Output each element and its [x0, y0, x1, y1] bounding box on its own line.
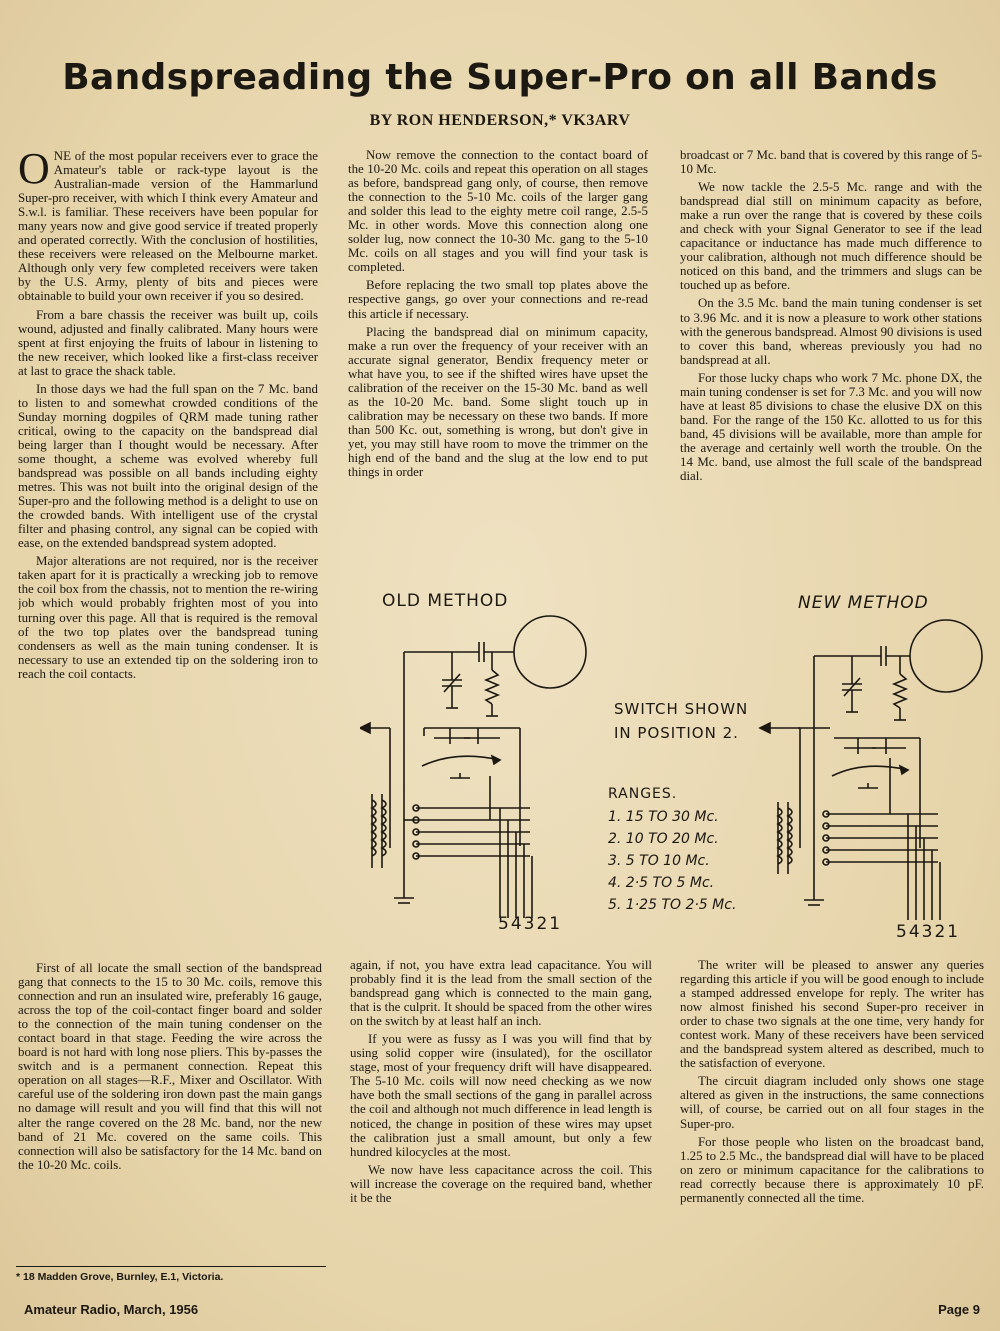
switch-numbers-old: 54321 [498, 914, 563, 934]
paragraph: If you were as fussy as I was you will find that by using solid copper wire (insulated), for the oscillator stage, most of your frequency drift will have disappeared. The 5-10 Mc. coils will now need checking as we now have both the small sections of the gang in parallel across the coil and although not much difference in lead length is noticed, the change in position of these wires may upset the calibration just a small amount, but only a few hundred kilocycles at the most. [350, 1032, 652, 1159]
paragraph: For those lucky chaps who work 7 Mc. phone DX, the main tuning condenser is set for 7.3 Mc. and you will now have at least 85 divisions to chase the elusive DX on this band. For the range of the 150 Kc. allotted to us for this band, 45 divisions will be available, more than ample for the average and certainly well worth the trouble. On the 14 Mc. band, use almost the full scale of the bandspread dial. [680, 370, 982, 484]
range-item: 5. 1·25 TO 2·5 Mc. [608, 897, 737, 913]
circuit-diagram [360, 608, 990, 948]
switch-note-line-2: IN POSITION 2. [614, 724, 739, 742]
paragraph: Before replacing the two small top plates above the respective gangs, go over your connections and re-read this article if necessary. [348, 278, 648, 321]
paragraph: In those days we had the full span on the 7 Mc. band to listen to and somewhat crowded conditions of the Sunday morning dogpiles of QRM made tuning rather critical, owing to the capacity on the bandspread dial being larger than I thought would be necessary. After some thought, a scheme was evolved whereby full bandspread was possible on all bands including eighty metres. This was not built into the original design of the Super-pro and the following method is a delight to use on the crowded bands. With intelligent use of the crystal filter and phasing control, any signal can be copied with ease, on the extended bandspread system adopted. [18, 381, 318, 551]
ranges-title: RANGES. [608, 786, 678, 802]
paragraph: We now tackle the 2.5-5 Mc. range and with the bandspread dial still on minimum capacity as before, make a run over the range that is covered by these coils and check with your Signal Generator to see if the lead capacitance or inductance has made much difference to your calibration, although not much difference should be noticed on this band, and the trimmers and slugs can be touched up as before. [680, 180, 982, 293]
article-title: Bandspreading the Super-Pro on all Bands [62, 57, 938, 98]
paragraph: From a bare chassis the receiver was built up, coils wound, adjusted and finally calibrated. Many hours were spent at first enjoying the fruits of labour in listening to the new receiver, which looked like a first-class receiver at last to grace the shack table. [18, 307, 318, 378]
paragraph: ONE of the most popular receivers ever to grace the Amateur's table or rack-type layout is the Australian-made version of the Hammarlund Super-pro receiver, with which I think every Amateur and S.w.l. is familiar. These receivers have been popular for many years now and give good service if treated properly and operated correctly. With the conclusion of hostilities, these receivers were released on the Melbourne market. Although only very few completed receivers were taken by the U.S. Army, plenty of bits and pieces were obtainable to build your own receiver if you so desired. [18, 149, 318, 304]
paragraph: On the 3.5 Mc. band the main tuning condenser is set to 3.96 Mc. and it is now a pleasure to work other stations with the generous bandspread. Almost 90 divisions is used to cover this band, whereas previously you had no bandspread at all. [680, 296, 982, 367]
page-number: Page 9 [938, 1302, 980, 1317]
text-column-3 [680, 148, 982, 588]
text-column-1-lower [18, 961, 322, 1261]
paragraph: Placing the bandspread dial on minimum capacity, make a run over the frequency of your receiver with an accurate signal generator, Bendix frequency meter or what have you, to see if the shifted wires have upset the calibration of the receiver on the 15-30 Mc. band as well as the 10-20 Mc. band. Some slight touch up in calibration may be necessary on these two bands. If more than 500 Kc. out, something is wrong, but don't give in yet, you may still have room to move the trimmer on the high end of the band and the slug at the low end to put things in order [348, 324, 648, 480]
range-item: 2. 10 TO 20 Mc. [608, 831, 719, 847]
valve-icon-new [910, 620, 982, 692]
old-method-label: OLD METHOD [382, 591, 509, 611]
switch-note-line-1: SWITCH SHOWN [614, 700, 749, 718]
paragraph: For those people who listen on the broadcast band, 1.25 to 2.5 Mc., the bandspread dial will have to be placed on zero or minimum capacitance for the calibrations to read correctly because there is approximately 10 pF. permanently connected all the time. [680, 1134, 984, 1205]
paragraph: Now remove the connection to the contact board of the 10-20 Mc. coils and repeat this operation on all stages as before, bandspread gang only, of course, then remove the connection to the 5-10 Mc. coils of the larger gang and solder this lead to the eighty metre coil range, 2.5-5 Mc. in other words. Move this connection along one solder lug, now connect the 10-30 Mc. gang to the 5-10 Mc. coils on all stages and you will find your task is completed. [348, 148, 648, 275]
paragraph: again, if not, you have extra lead capacitance. You will probably find it is the lead from the small section of the bandspread gang which is connected to the main gang, that is the culprit. It should be spaced from the other wires on the switch by at least half an inch. [350, 958, 652, 1029]
paragraph: Major alterations are not required, nor is the receiver taken apart for it is practically a wrecking job to remove the coil box from the chassis, not to mention the re-wiring job which would probably frighten most of you into turning over this page. All that is required is the removal of the two top plates over the bandspread tuning condensers as well as the main tuning condenser. It is necessary to use an extended tip on the soldering iron to reach the coil contacts. [18, 554, 318, 681]
paragraph: We now have less capacitance across the coil. This will increase the coverage on the required band, whether it be the [350, 1162, 652, 1205]
range-item: 4. 2·5 TO 5 Mc. [608, 875, 715, 891]
paragraph: The circuit diagram included only shows one stage altered as given in the instructions, the same connections will, of course, be carried out on all four stages in the Super-pro. [680, 1074, 984, 1131]
paragraph: The writer will be pleased to answer any queries regarding this article if you will be good enough to include a stamped addressed envelope for reply. The writer has now almost finished his second Super-pro receiver in order to chase two signals at the one time, very handy for contest work. Many of these receivers have been serviced and the bandspread system altered as described, much to the satisfaction of everyone. [680, 958, 984, 1071]
paragraph: First of all locate the small section of the bandspread gang that connects to the 15 to 30 Mc. coils, remove this connection and run an insulated wire, preferably 16 gauge, across the top of the coil-contact finger board and solder to the connection of the main tuning condenser on the contact board in that stage. Feeding the wire across the board is not hard with long nose pliers. This by-passes the switch and is a permanent connection. Repeat this operation on all stages—R.F., Mixer and Oscillator. With careful use of the soldering iron down past the main gangs no damage will result and you will find that this will not alter the range covered on the 28 Mc. band, nor the new band of 21 Mc. covered on the same coils. This connection will also be satisfactory for the 14 Mc. band on the 10-20 Mc. coils. [18, 961, 322, 1172]
range-item: 1. 15 TO 30 Mc. [608, 809, 719, 825]
new-method-label: NEW METHOD [798, 593, 929, 613]
text-column-1 [18, 149, 318, 961]
text-column-4 [350, 958, 652, 1286]
article-byline: BY RON HENDERSON,* VK3ARV [369, 112, 631, 129]
range-item: 3. 5 TO 10 Mc. [608, 853, 710, 869]
valve-icon-old [514, 616, 586, 688]
text-column-2 [348, 148, 648, 588]
author-address-footnote: * 18 Madden Grove, Burnley, E.1, Victoria. [16, 1266, 326, 1283]
publication-footer: Amateur Radio, March, 1956 [24, 1302, 199, 1317]
text-column-5 [680, 958, 984, 1286]
switch-numbers-new: 54321 [896, 922, 961, 942]
paragraph: broadcast or 7 Mc. band that is covered by this range of 5-10 Mc. [680, 148, 982, 177]
drop-cap: O [18, 149, 50, 193]
